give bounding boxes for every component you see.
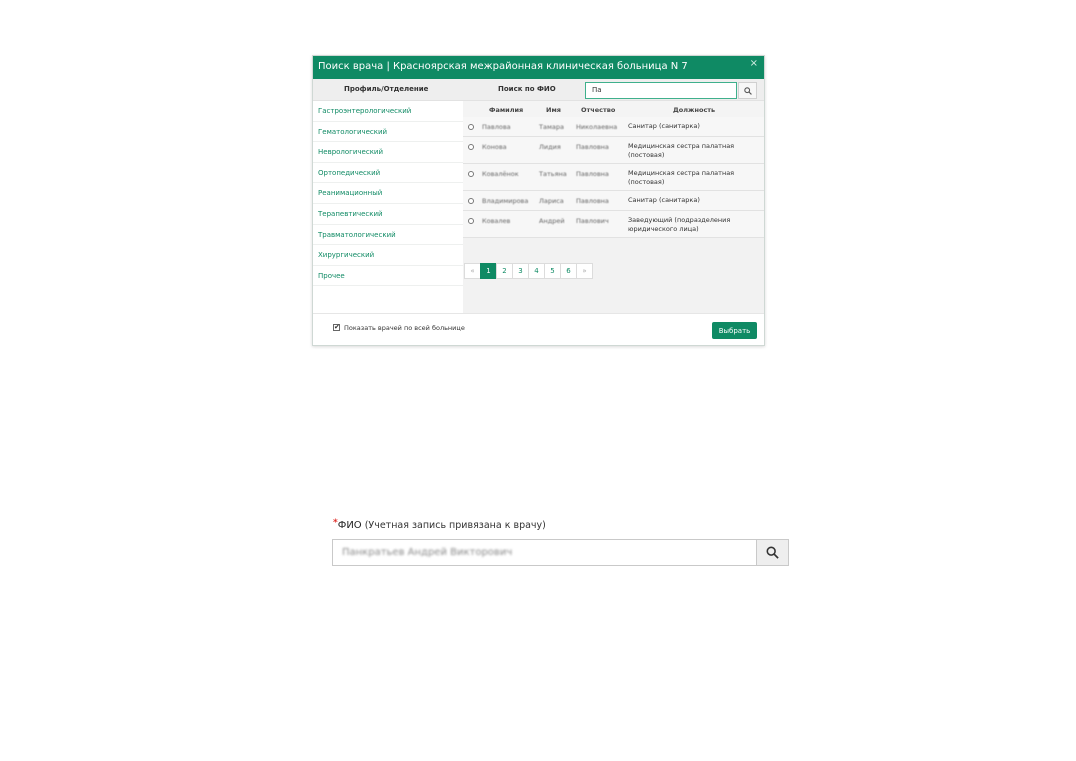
cell-position: Санитар (санитарка) [628,196,700,204]
table-row[interactable] [463,211,765,238]
cell-last: Ковалёнок [482,170,519,178]
profile-header: Профиль/Отделение [344,85,429,93]
page-6[interactable]: 6 [560,263,577,279]
cell-first: Лидия [539,143,561,151]
row-radio[interactable] [468,171,474,177]
modal-header [313,56,764,79]
fio-label-text: ФИО [337,520,362,531]
name-search-input[interactable]: Па [585,82,737,99]
search-header: Поиск по ФИО [498,85,556,93]
required-mark: * [333,518,338,528]
whole-hospital-label: Показать врачей по всей больнице [344,324,465,332]
search-icon [744,87,752,95]
page-2[interactable]: 2 [496,263,513,279]
cell-first: Лариса [539,197,564,205]
modal-body [313,101,764,313]
row-radio[interactable] [468,198,474,204]
pagination [464,263,592,279]
page-5[interactable]: 5 [544,263,561,279]
doctor-search-modal [312,55,765,346]
search-icon [766,546,779,559]
department-item[interactable]: Неврологический [313,142,463,163]
row-radio[interactable] [468,124,474,130]
modal-footer [313,313,764,346]
page-3[interactable]: 3 [512,263,529,279]
cell-last: Ковалев [482,217,511,225]
cell-middle: Николаевна [576,123,618,131]
cell-first: Татьяна [539,170,567,178]
col-middle-name: Отчество [581,106,616,114]
cell-position: Медицинская сестра палатная (постовая) [628,142,735,159]
modal-title: Поиск врача | Красноярская межрайонная клиническая больница N 7 [318,61,688,72]
page-prev[interactable]: « [464,263,481,279]
col-position: Должность [673,106,716,114]
department-item[interactable]: Гастроэнтерологический [313,101,463,122]
table-row[interactable] [463,137,765,164]
table-row[interactable] [463,164,765,191]
name-search-button[interactable] [738,82,757,99]
page-1[interactable]: 1 [480,263,497,279]
cell-last: Конова [482,143,507,151]
row-radio[interactable] [468,218,474,224]
fio-field-label [333,520,546,531]
select-button[interactable]: Выбрать [712,322,757,339]
fio-input-value: Панкратьев Андрей Викторович [342,547,513,558]
cell-last: Владимирова [482,197,529,205]
cell-first: Тамара [539,123,564,131]
close-icon[interactable]: × [749,58,758,69]
department-item[interactable]: Терапевтический [313,204,463,225]
department-item[interactable]: Ортопедический [313,163,463,184]
cell-position: Санитар (санитарка) [628,122,700,130]
cell-middle: Павловна [576,143,609,151]
table-row[interactable] [463,117,765,137]
whole-hospital-checkbox[interactable]: ✔ [334,323,340,331]
department-item[interactable]: Травматологический [313,225,463,246]
page-4[interactable]: 4 [528,263,545,279]
row-radio[interactable] [468,144,474,150]
modal-toolbar [313,79,764,101]
fio-label-hint: (Учетная запись привязана к врачу) [361,520,546,531]
table-header [463,101,765,117]
cell-position: Медицинская сестра палатная (постовая) [628,169,735,186]
cell-middle: Павловна [576,197,609,205]
fio-search-button[interactable] [756,539,789,566]
page-next[interactable]: » [576,263,593,279]
cell-first: Андрей [539,217,565,225]
col-last-name: Фамилия [489,106,524,114]
department-item[interactable]: Прочее [313,266,463,287]
col-first-name: Имя [546,106,561,114]
fio-input[interactable] [332,539,757,566]
department-list [313,101,463,313]
department-item[interactable]: Реанимационный [313,183,463,204]
department-item[interactable]: Гематологический [313,122,463,143]
table-row[interactable] [463,191,765,211]
cell-position: Заведующий (подразделения юридического лица) [628,216,731,233]
department-item[interactable]: Хирургический [313,245,463,266]
doctor-results [463,101,765,313]
cell-middle: Павлович [576,217,609,225]
cell-middle: Павловна [576,170,609,178]
cell-last: Павлова [482,123,511,131]
